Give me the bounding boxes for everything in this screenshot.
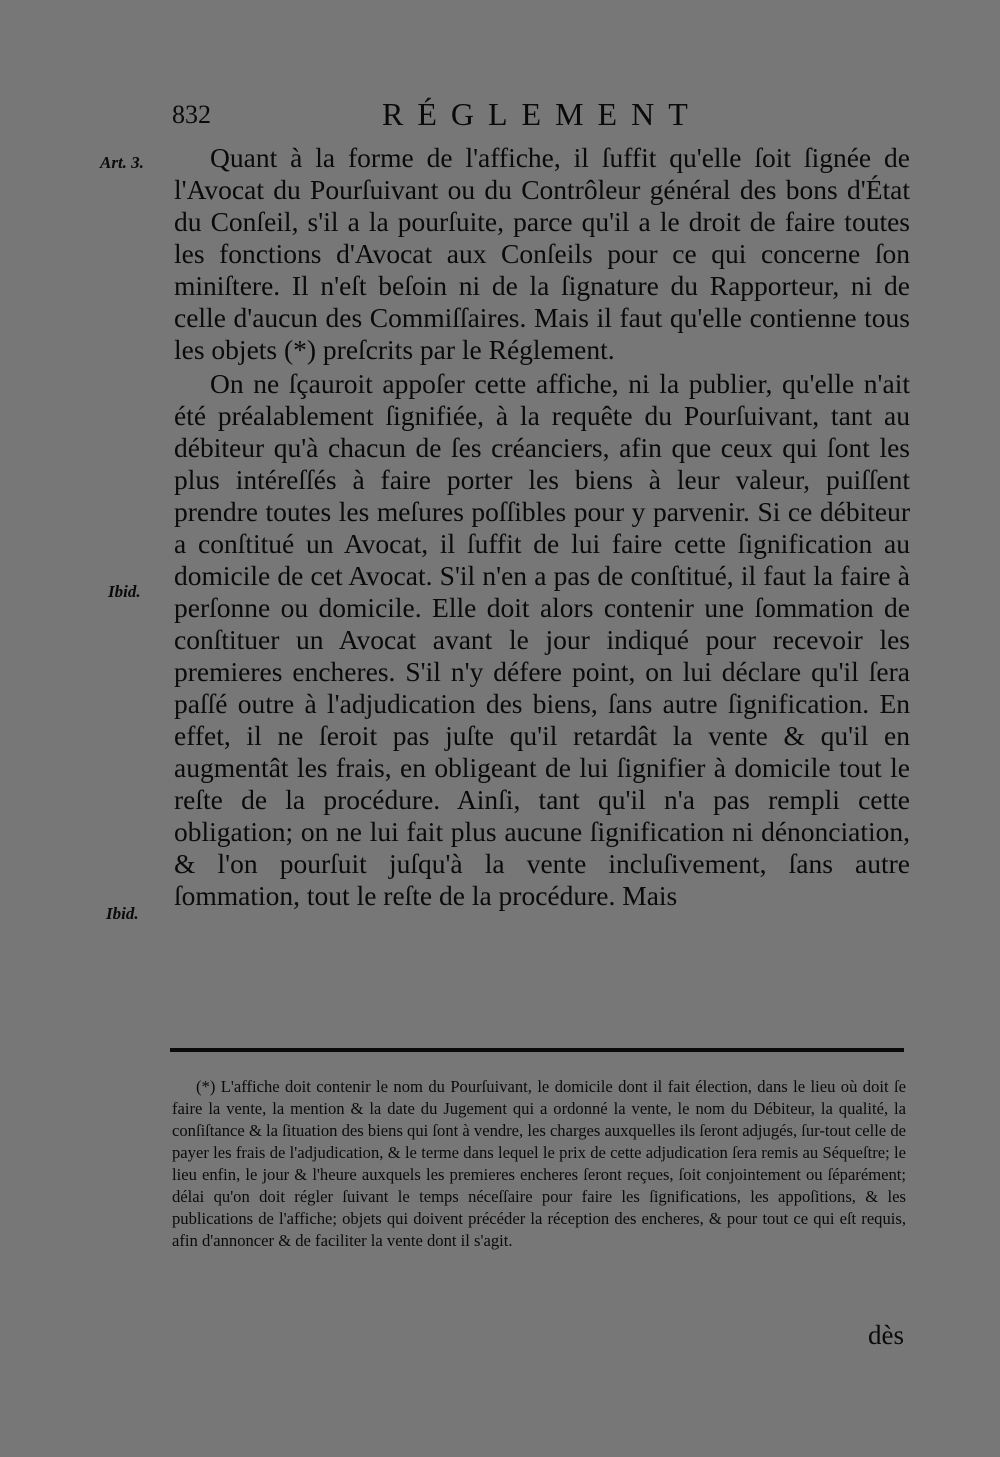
footnote: (*) L'affiche doit contenir le nom du Pourſuivant, le domicile dont il fait élection, dans le lieu où doit ſe faire la vente, la mention & la date du Jugement qui a ordonné la vente, le nom du Débiteur, la qualité, la conſiſtance & la ſituation des biens qui ſont à vendre, les charges auxquelles ils ſeront adjugés, ſur-tout celle de payer les frais de l'adjudication, & le terme dans lequel le prix de cette adjudication ſera remis au Séqueſtre; le lieu enfin, le jour & l'heure auxquels les premieres encheres ſeront reçues, ſoit conjointement ou ſéparément; délai qu'on doit régler ſuivant le temps néceſſaire pour faire les ſignifications, les appoſitions, & les publications de l'affiche; objets qui doivent précéder la réception des encheres, & pour tout ce qui eſt requis, afin d'annoncer & de faciliter la vente dont il s'agit. <box>172 1077 906 1250</box>
catchword: dès <box>868 1320 904 1350</box>
paragraph: On ne ſçauroit appoſer cette affiche, ni la publier, qu'elle n'ait été préalablement ſignifiée, à la requête du Pourſuivant, tant au débiteur qu'à chacun de ſes créanciers, afin que ceux qui ſont les plus intéreſſés à faire porter les biens à leur valeur, puiſſent prendre toutes les meſures poſſibles pour y parvenir. Si ce débiteur a conſtitué un Avocat, il ſuffit de lui faire cette ſignification au domicile de cet Avocat. S'il n'en a pas de conſtitué, il faut la faire à perſonne ou domicile. Elle doit alors contenir une ſommation de conſtituer un Avocat avant le jour indiqué pour recevoir les premieres encheres. S'il n'y défere point, on lui déclare qu'il ſera paſſé outre à l'adjudication des biens, ſans autre ſignification. En effet, il ne ſeroit pas juſte qu'il retardât la vente & qu'il en augmentât les frais, en obligeant de lui ſignifier à domicile tout le reſte de la procédure. Ainſi, tant qu'il n'a pas rempli cette obligation; on ne lui fait plus aucune ſignification ni dénonciation, & l'on pourſuit juſqu'à la vente incluſivement, ſans autre ſommation, tout le reſte de la procédure. Mais <box>174 368 910 911</box>
margin-note-ibid: Ibid. <box>108 582 141 601</box>
page-header <box>172 96 912 136</box>
margin-note-ibid: Ibid. <box>106 904 139 923</box>
page-number: 832 <box>172 100 211 129</box>
main-text <box>174 142 910 914</box>
footnote-divider <box>170 1048 904 1052</box>
paragraph: Quant à la forme de l'affiche, il ſuffit qu'elle ſoit ſignée de l'Avocat du Pourſuivant ou du Contrôleur général des bons d'État du Conſeil, s'il a la pourſuite, parce qu'il a le droit de faire toutes les fonctions d'Avocat aux Conſeils pour ce qui concerne ſon miniſtere. Il n'eſt beſoin ni de la ſignature du Rapporteur, ni de celle d'aucun des Commiſſaires. Mais il faut qu'elle contienne tous les objets (*) preſcrits par le Réglement. <box>174 142 910 365</box>
running-title: RÉGLEMENT <box>382 96 702 132</box>
margin-note-article: Art. 3. <box>100 153 144 172</box>
